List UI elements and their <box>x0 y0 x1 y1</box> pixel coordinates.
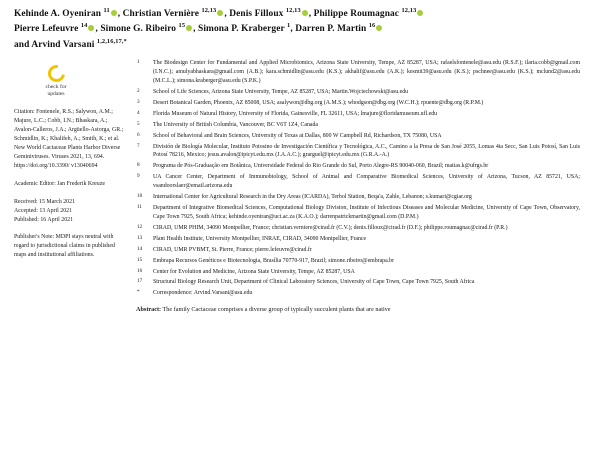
author-affil-ref: 15 <box>178 22 186 30</box>
author-affil-ref: 1 <box>287 22 291 30</box>
author-affil-ref: 16 <box>368 22 376 30</box>
affiliation-item <box>136 132 586 141</box>
affiliation-number: 2 <box>137 87 140 94</box>
affiliation-number: 8 <box>137 162 140 169</box>
received-date: Received: 15 March 2021 <box>14 198 76 205</box>
affiliation-number: 10 <box>137 193 143 200</box>
affiliation-text: International Center for Agricultural Research in the Dry Areas (ICARDA), Terbol Station, Beqa'a, Zahle, Lebanon; s.kumari@cgiar.org <box>153 194 472 201</box>
abstract-label: Abstract: <box>136 306 162 314</box>
affiliation-item <box>136 257 586 266</box>
affiliation-number: 5 <box>137 120 140 127</box>
affiliation-number: 7 <box>137 142 140 149</box>
affiliation-text: Plant Health Institute, University Montpellier, INRAE, CIRAD, 34090 Montpellier, France <box>153 235 367 242</box>
affiliation-item <box>136 224 586 233</box>
affiliation-text: Structural Biology Research Unit, Department of Clinical Laboratory Sciences, University of Cape Town, Cape Town 7925, South Africa <box>153 279 475 286</box>
author-affil-ref: 12,13 <box>201 7 217 14</box>
author-list <box>14 6 574 52</box>
affiliation-item <box>136 235 586 244</box>
refresh-circle-icon <box>44 62 68 86</box>
affiliation-text: The University of British Columbia, Vancouver, BC V6T 1Z4, Canada <box>153 121 318 128</box>
affiliation-number: * <box>137 289 140 296</box>
affiliation-text: CIRAD, UMR PVBMT, St. Pierre, France; pierre.lefeuvre@cirad.fr <box>153 246 312 253</box>
affiliation-text: School of Life Sciences, Arizona State University, Tempe, AZ 85287, USA; Martin.Wojciechowski@asu.edu <box>153 88 409 95</box>
author-affil-ref: 12,13 <box>401 7 417 14</box>
author-name: and Arvind Varsani <box>14 40 97 51</box>
orcid-icon[interactable] <box>417 10 423 16</box>
author-name: , Denis Filloux <box>224 9 286 20</box>
author-affil-ref: 12,13 <box>285 7 301 14</box>
affiliation-number: 9 <box>137 173 140 180</box>
affiliation-number: 4 <box>137 109 140 116</box>
main-content <box>132 59 586 314</box>
affiliation-number: 14 <box>137 245 143 252</box>
author-name: , Christian Vernière <box>117 9 202 20</box>
affiliation-item <box>136 173 586 191</box>
affiliation-text: Department of Integrative Biomedical Sciences, Computational Biology Division, Institute of Infectious Diseases and Molecular Medicine, University of Cape Town, Observatory, Cape Town 7925, South Africa; kehinde.oyeniran@uct.ac.za (K.A.O.); darrenpatrickmartin@gmail.com (D.P.M.) <box>153 205 580 220</box>
affiliation-text: Desert Botanical Garden, Phoenix, AZ 85008, USA; asalywon@dbg.org (A.M.S.); whodgson@dbg.org (W.C.H.); rpuente@dbg.org (R.P.M.) <box>153 99 484 106</box>
sidebar <box>14 59 132 269</box>
affiliation-item <box>136 246 586 255</box>
updates-line1: check for <box>45 84 67 91</box>
orcid-icon[interactable] <box>111 10 117 16</box>
affiliation-item <box>136 278 586 287</box>
orcid-icon[interactable] <box>88 25 94 31</box>
author-name: , Simone G. Ribeiro <box>95 24 179 35</box>
affiliation-item <box>136 99 586 108</box>
affiliation-number: 12 <box>137 223 143 230</box>
updates-line2: updates <box>47 91 65 98</box>
publisher-note: Publisher's Note: MDPI stays neutral with regard to jurisdictional claims in published maps and institutional affiliations. <box>14 234 115 259</box>
author-affil-ref: 14 <box>80 22 88 30</box>
affiliation-text: Programa de Pós-Graduação em Botânica, Universidade Federal do Rio Grande do Sul, Porto Alegre-RS 90040-060, Brazil; matias.k@ufrgs.br <box>153 163 489 170</box>
citation-block: Citation: Fontenele, R.S.; Salywon, A.M.; Majure, L.C.; Cobb, I.N.; Bhaskara, A.; Avalon-Calleros, J.A.; Argüello-Astorga, GR.; Schmidlin, K.; Khalifeh, A.; Smith, K.; et al. New World Cactaceae Plants Harbor Diverse Geminiviruses. Viruses 2021, 13, 694. https://doi.org/10.3390/ v13040694 <box>14 108 124 169</box>
affiliation-item <box>136 268 586 277</box>
affiliation-item <box>136 193 586 202</box>
affiliation-number: 13 <box>137 234 143 241</box>
affiliation-number: 17 <box>137 278 143 285</box>
orcid-icon[interactable] <box>186 25 192 31</box>
affiliation-text: CIRAD, UMR PHIM, 34090 Montpellier, France; christian.verniere@cirad.fr (C.V.); denis.filloux@cirad.fr (D.F.); philippe.roumagnac@cirad.fr (P.R.) <box>153 224 508 231</box>
affiliation-number: 1 <box>137 59 140 66</box>
affiliation-list <box>136 59 586 298</box>
affiliation-number: 16 <box>137 267 143 274</box>
orcid-icon[interactable] <box>376 25 382 31</box>
affiliation-text: The Biodesign Center for Fundamental and Applied Microbiomics, Arizona State University, Tempe, AZ 85287, USA; rafaelsfontenele@asu.edu (R.S.F.); ilaria.cobb@gmail.com (I.N.C.); amulyabhaskara@gmail.com (A.B.); kara.schmidlin@asu.edu (K.S.); akhalif@asu.edu (A.K.); kesmit39@asu.edu (K.S.); pschnee@asu.edu (K.S.); mclund2@asu.edu (M.C.L.); simona.kraberger@asu.edu (S.P.K.) <box>153 60 580 84</box>
affiliation-number: 6 <box>137 131 140 138</box>
author-name: , Darren P. Martin <box>290 24 369 35</box>
affiliation-text: Center for Evolution and Medicine, Arizona State University, Tempe, AZ 85287, USA <box>153 268 355 275</box>
author-name: Pierre Lefeuvre <box>14 24 81 35</box>
author-name: , Simona P. Kraberger <box>193 24 288 35</box>
affiliation-text: Florida Museum of Natural History, University of Florida, Gainesville, FL 32611, USA; lmajure@floridamuseum.ufl.edu <box>153 110 438 117</box>
author-name: , Philippe Roumagnac <box>308 9 402 20</box>
affiliation-item <box>136 162 586 171</box>
check-for-updates-badge[interactable] <box>20 65 92 97</box>
published-date: Published: 16 April 2021 <box>14 216 74 223</box>
author-affil-ref: 1,2,16,17,* <box>96 37 127 45</box>
author-name: Kehinde A. Oyeniran <box>14 9 104 20</box>
affiliation-item <box>136 110 586 119</box>
affiliation-text: School of Behavioral and Brain Sciences, University of Texas at Dallas, 800 W Campbell Rd, Richardson, TX 75080, USA <box>153 132 442 139</box>
abstract-section <box>136 305 586 314</box>
affiliation-number: 3 <box>137 98 140 105</box>
affiliation-item <box>136 204 586 222</box>
affiliation-number: 15 <box>137 256 143 263</box>
affiliation-item <box>136 59 586 85</box>
affiliation-item <box>136 289 586 298</box>
affiliation-text: División de Biología Molecular, Instituto Potosino de Investigación Científica y Tecnológica, A.C., Camino a la Presa de San José 2055, Lomas 4ta Secc, San Luis Potosí, San Luis Potosí 78216, Mexico; jesus.avalon@ipicyt.edu.mx (J.A.A.C.); grarguel@ipicyt.edu.mx (G.R.A.-A.) <box>153 143 580 159</box>
affiliation-item <box>136 88 586 97</box>
affiliation-text: UA Cancer Center, Department of Immunobiology, School of Animal and Comparative Biomedical Sciences, University of Arizona, Tucson, AZ 85721, USA; vsandoorslaer@email.arizona.edu <box>153 174 580 190</box>
body-columns <box>14 59 586 314</box>
abstract-text: The family Cactaceae comprises a diverse group of typically succulent plants that are native <box>161 306 391 314</box>
affiliation-text: Embrapa Recursos Genéticos e Biotecnologia, Brasília 70770-917, Brazil; simone.ribeiro@embrapa.br <box>153 257 395 264</box>
academic-editor: Academic Editor: Jan Frederik Kreuze <box>14 180 105 187</box>
author-affil-ref: 11 <box>103 7 110 14</box>
affiliation-item <box>136 121 586 130</box>
affiliation-item <box>136 143 586 161</box>
accepted-date: Accepted: 13 April 2021 <box>14 207 73 214</box>
affiliation-text: Correspondence: Arvind.Varsani@asu.edu <box>153 290 253 297</box>
affiliation-number: 11 <box>137 204 142 210</box>
orcid-icon[interactable] <box>217 10 223 16</box>
orcid-icon[interactable] <box>302 10 308 16</box>
